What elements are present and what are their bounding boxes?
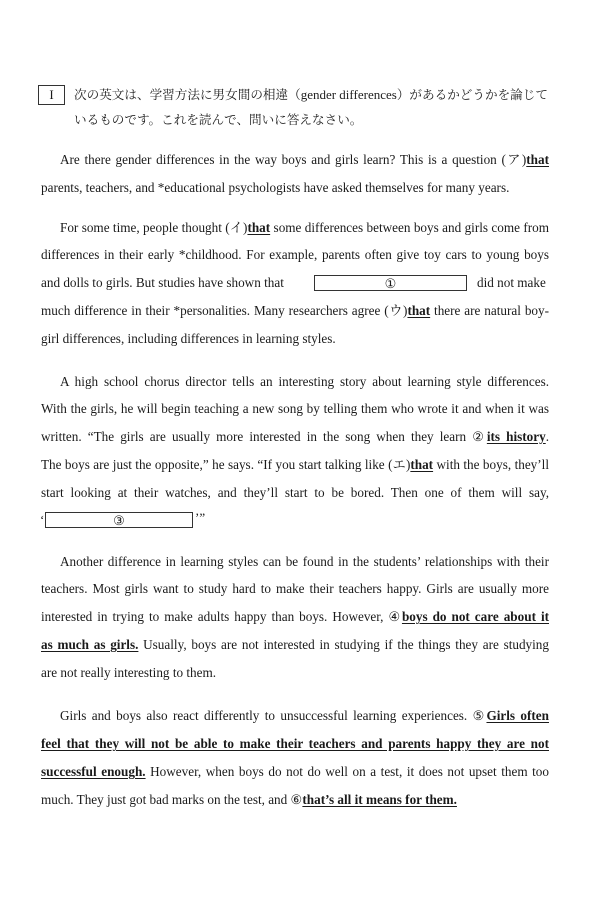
section-number-box (38, 85, 65, 105)
quote-open: ‘ (40, 512, 45, 527)
paragraph-4-line-5: are not really interesting to them. (41, 665, 217, 680)
blank-3-label: ③ (113, 513, 125, 528)
paragraph-5-line-2 (41, 735, 549, 753)
paragraph-2-line-3: and dolls to girls. But studies have shown that (41, 275, 284, 290)
paragraph-5-line-4: much. They just got bad marks on the test, and ⑥that’s all it means for them. (41, 792, 457, 807)
paragraph-3-line-5: start looking at their watches, and they’ll start to be bored. Then one of them will say, (41, 485, 549, 500)
instruction-line-2: いるものです。これを読んで、問いに答えなさい。 (74, 112, 363, 127)
paragraph-5-line-3: successful enough. However, when boys do not do well on a test, it does not upset them too (41, 764, 549, 779)
quote-close: ’” (195, 510, 206, 525)
paragraph-3-line-2: With the girls, he will begin teaching a new song by telling them who wrote it and when it was (41, 401, 549, 416)
paragraph-2-line-1: For some time, people thought (イ)that some differences between boys and girls come from (60, 220, 549, 235)
paragraph-3-line-1: A high school chorus director tells an interesting story about learning style differences. (60, 374, 549, 389)
marker-5: ⑤ (472, 708, 487, 723)
marker-i: (イ) (225, 220, 248, 235)
underlined-its-history: its history (486, 429, 546, 444)
section-number: I (49, 87, 54, 102)
marker-u: (ウ) (384, 303, 408, 318)
paragraph-2-line-2: differences in their early *childhood. For example, parents often give toy cars to young boys (41, 247, 549, 262)
blank-1-label: ① (384, 276, 397, 291)
paragraph-2-line-5: girl differences, including differences in learning styles. (41, 331, 336, 346)
blank-1-box[interactable] (314, 275, 467, 291)
underlined-that-e: that (410, 457, 434, 472)
marker-2: ② (472, 429, 487, 444)
paragraph-3-line-4: The boys are just the opposite,” he says. “If you start talking like (エ)that with the boys, they’ll (41, 457, 549, 472)
paragraph-2-line-3-end: did not make (477, 275, 546, 290)
marker-6: ⑥ (290, 792, 303, 807)
paragraph-2-line-4: much difference in their *personalities. Many researchers agree (ウ)that there are natural boy- (41, 303, 549, 318)
paragraph-1-line-1: Are there gender differences in the way boys and girls learn? This is a question (ア)that (60, 152, 549, 167)
underlined-sentence-4a: boys do not care about it (401, 609, 549, 624)
blank-3-box[interactable] (45, 512, 193, 528)
marker-e: (エ) (388, 457, 411, 472)
paragraph-4-line-2: teachers. Most girls want to study hard to make their teachers happy. Girls are usually more (41, 581, 549, 596)
paragraph-4-line-3: interested in trying to make adults happy than boys. However, ④boys do not care about it (41, 609, 549, 624)
paragraph-3-line-3: written. “The girls are usually more interested in the song when they learn ②its history. (41, 429, 550, 444)
paragraph-1-line-2: parents, teachers, and *educational psychologists have asked themselves for many years. (41, 180, 510, 195)
underlined-sentence-4b: as much as girls. (41, 637, 139, 652)
underlined-sentence-5c: successful enough. (41, 764, 146, 779)
paragraph-4-line-4: as much as girls. Usually, boys are not interested in studying if the things they are studying (41, 637, 549, 652)
instruction-line-1: 次の英文は、学習方法に男女間の相違（gender differences）があるかどうかを論じて (74, 87, 548, 102)
underlined-that-i: that (247, 220, 271, 235)
paragraph-4-line-1: Another difference in learning styles can be found in the students’ relationships with their (60, 554, 549, 569)
marker-4: ④ (388, 609, 402, 624)
paragraph-5-line-1: Girls and boys also react differently to unsuccessful learning experiences. ⑤Girls often (60, 708, 549, 723)
underlined-sentence-5b: feel that they will not be able to make their teachers and parents happy they are not (41, 736, 549, 751)
underlined-sentence-6: that’s all it means for them. (302, 792, 457, 807)
marker-a: (ア) (501, 152, 527, 167)
underlined-that-u: that (407, 303, 431, 318)
underlined-that-a: that (526, 152, 549, 167)
underlined-sentence-5a: Girls often (486, 708, 549, 723)
